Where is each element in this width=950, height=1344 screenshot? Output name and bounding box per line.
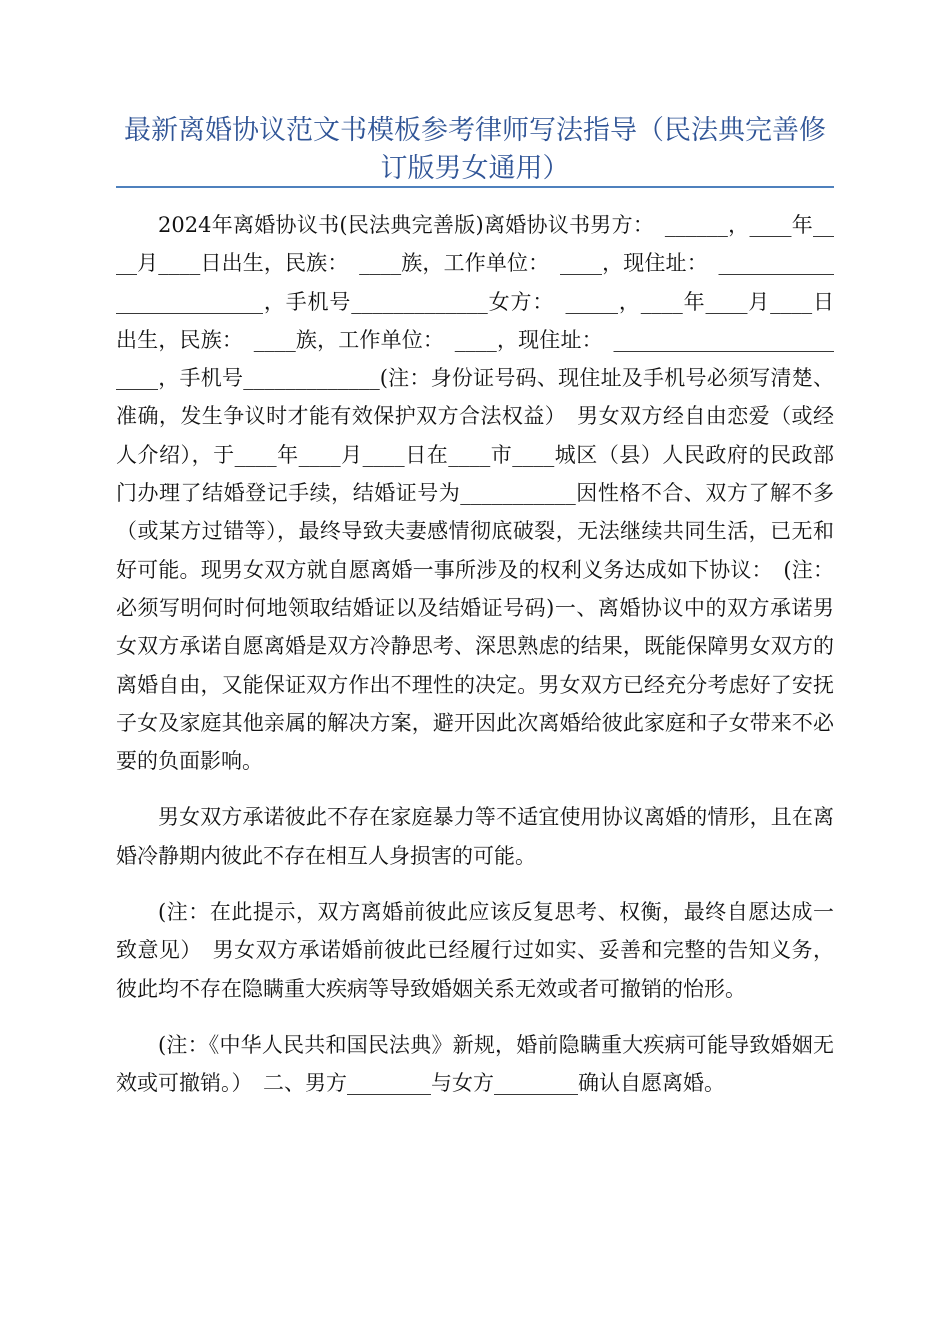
paragraph-4: (注：《中华人民共和国民法典》新规，婚前隐瞒重大疾病可能导致婚姻无效或可撤销。） 二、男方________与女方________确认自愿离婚。: [116, 1032, 834, 1096]
paragraph-2: 男女双方承诺彼此不存在家庭暴力等不适宜使用协议离婚的情形，且在离婚冷静期内彼此不存在相互人身损害的可能。: [116, 805, 834, 868]
paragraph-3: (注：在此提示，双方离婚前彼此应该反复思考、权衡，最终自愿达成一致意见） 男女双方承诺婚前彼此已经履行过如实、妥善和完整的告知义务，彼此均不存在隐瞒重大疾病等导致婚姻关系无效或者可撤销的怡形。: [116, 900, 834, 1001]
paragraph-1: 2024年离婚协议书(民法典完善版)离婚协议书男方： ______，____年____月____日出生，民族： ____族，工作单位： ____，现住址： _________________________，手机号_____________女方： _____，____年____月____日出生，民族： ____族，工作单位： ____，现住址： _________________________，手机号_____________(注：身份证号码、现住址及手机号必须写清楚、准确，发生争议时才能有效保护双方合法权益） 男女双方经自由恋爱（或经人介绍），于____年____月____日在____市____城区（县）人民政府的民政部门办理了结婚登记手续，结婚证号为___________因性格不合、双方了解不多（或某方过错等），最终导致夫妻感情彻底破裂，无法继续共同生活，已无和好可能。现男女双方就自愿离婚一事所涉及的权利义务达成如下协议： (注：必须写明何时何地领取结婚证以及结婚证号码)一、离婚协议中的双方承诺男女双方承诺自愿离婚是双方冷静思考、深思熟虑的结果，既能保障男女双方的离婚自由，又能保证双方作出不理性的决定。男女双方已经充分考虑好了安抚子女及家庭其他亲属的解决方案，避开因此次离婚给彼此家庭和子女带来不必要的负面影响。: [116, 213, 834, 774]
document-body: [116, 206, 834, 1121]
title-underline: [116, 186, 834, 188]
document-title: 最新离婚协议范文书模板参考律师写法指导（民法典完善修订版男女通用）: [124, 115, 826, 184]
